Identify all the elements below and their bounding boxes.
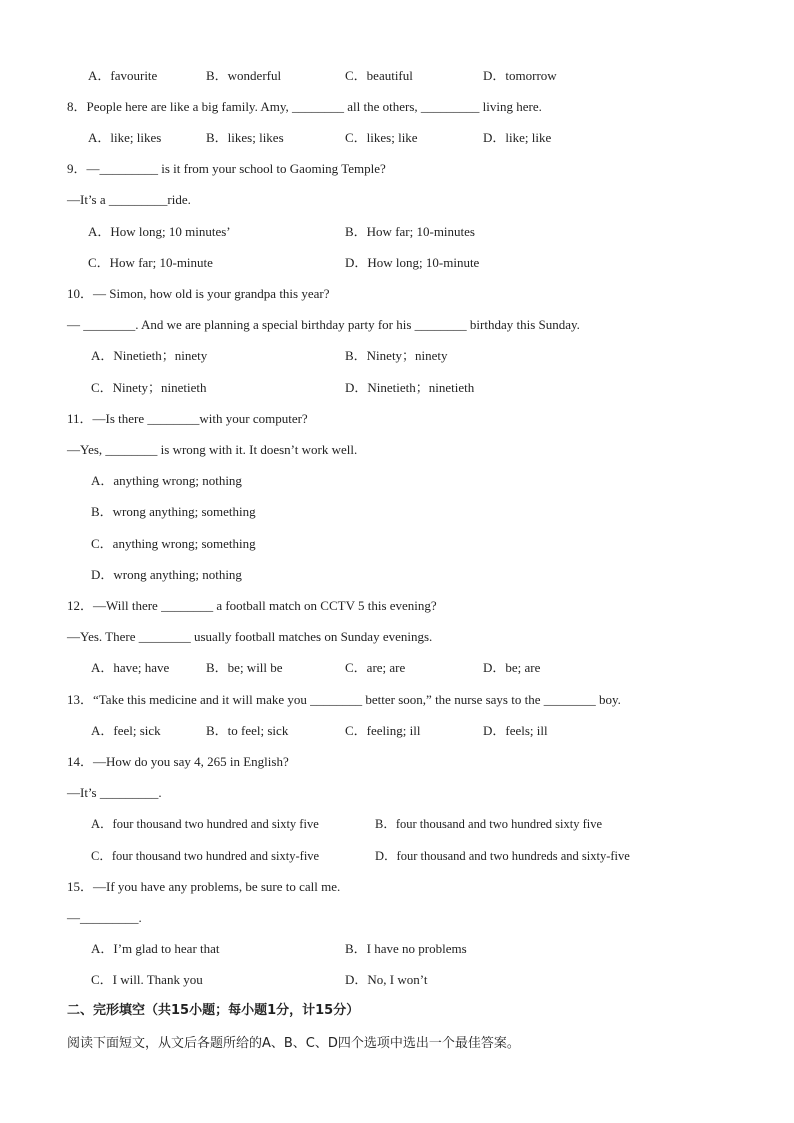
q12-reply: —Yes. There ________ usually football matches on Sunday evenings.: [67, 629, 433, 644]
q11-option-d: D．wrong anything; nothing: [91, 567, 242, 582]
q14-option-a: A．four thousand two hundred and sixty five: [91, 817, 319, 831]
q7-option-b: B．wonderful: [206, 68, 282, 83]
section-instruction: 阅读下面短文，从文后各题所给的A、B、C、D四个选项中选出一个最佳答案。: [67, 1036, 520, 1051]
q9-option-a: A．How long; 10 minutes’: [88, 224, 231, 239]
q7-option-c: C．beautiful: [345, 68, 413, 83]
q12-option-c: C．are; are: [345, 660, 406, 675]
q8-option-d: D．like; like: [483, 130, 552, 145]
q10-option-d: D．Ninetieth；ninetieth: [345, 380, 475, 395]
q15-stem: 15．—If you have any problems, be sure to call me.: [67, 879, 341, 894]
q13-option-d: D．feels; ill: [483, 723, 548, 738]
q12-option-a: A．have; have: [91, 660, 170, 675]
q12-option-b: B．be; will be: [206, 660, 283, 675]
q14-option-c: C．four thousand two hundred and sixty-five: [91, 849, 320, 863]
q13-option-c: C．feeling; ill: [345, 723, 421, 738]
q9-stem: 9．—_________ is it from your school to Gaoming Temple?: [67, 161, 386, 176]
q13-stem: 13．“Take this medicine and it will make you ________ better soon,” the nurse says to the ________ boy.: [67, 692, 621, 707]
q11-option-b: B．wrong anything; something: [91, 504, 256, 519]
q12-option-d: D．be; are: [483, 660, 541, 675]
q14-stem: 14．—How do you say 4, 265 in English?: [67, 754, 289, 769]
q15-option-a: A．I’m glad to hear that: [91, 941, 220, 956]
q8-option-c: C．likes; like: [345, 130, 418, 145]
q13-option-b: B．to feel; sick: [206, 723, 289, 738]
q11-stem: 11．—Is there ________with your computer?: [67, 411, 308, 426]
q14-option-b: B．four thousand and two hundred sixty five: [375, 817, 603, 831]
q13-option-a: A．feel; sick: [91, 723, 161, 738]
q10-stem: 10．— Simon, how old is your grandpa this year?: [67, 286, 330, 301]
q10-option-a: A．Ninetieth；ninety: [91, 348, 208, 363]
q9-option-b: B．How far; 10-minutes: [345, 224, 475, 239]
q8-stem: 8．People here are like a big family. Amy, ________ all the others, _________ living here.: [67, 99, 542, 114]
section-heading: 二、完形填空（共15小题；每小题1分，计15分）: [67, 1003, 360, 1018]
q10-option-c: C．Ninety；ninetieth: [91, 380, 207, 395]
q10-reply: — ________. And we are planning a special birthday party for his ________ birthday this Sunday.: [67, 317, 580, 332]
q7-option-a: A．favourite: [88, 68, 158, 83]
q15-option-b: B．I have no problems: [345, 941, 467, 956]
q7-option-d: D．tomorrow: [483, 68, 557, 83]
q15-option-d: D．No, I won’t: [345, 972, 428, 987]
q14-reply: —It’s _________.: [67, 785, 162, 800]
q9-reply: —It’s a _________ride.: [67, 192, 191, 207]
q8-option-b: B．likes; likes: [206, 130, 284, 145]
q15-option-c: C．I will. Thank you: [91, 972, 203, 987]
q11-reply: —Yes, ________ is wrong with it. It doesn’t work well.: [67, 442, 358, 457]
q14-option-d: D．four thousand and two hundreds and sixty-five: [375, 849, 630, 863]
q15-reply: —_________.: [67, 910, 142, 925]
q8-option-a: A．like; likes: [88, 130, 162, 145]
q12-stem: 12．—Will there ________ a football match on CCTV 5 this evening?: [67, 598, 437, 613]
q10-option-b: B．Ninety；ninety: [345, 348, 448, 363]
q11-option-c: C．anything wrong; something: [91, 536, 256, 551]
q9-option-c: C．How far; 10-minute: [88, 255, 213, 270]
q9-option-d: D．How long; 10-minute: [345, 255, 480, 270]
q11-option-a: A．anything wrong; nothing: [91, 473, 242, 488]
